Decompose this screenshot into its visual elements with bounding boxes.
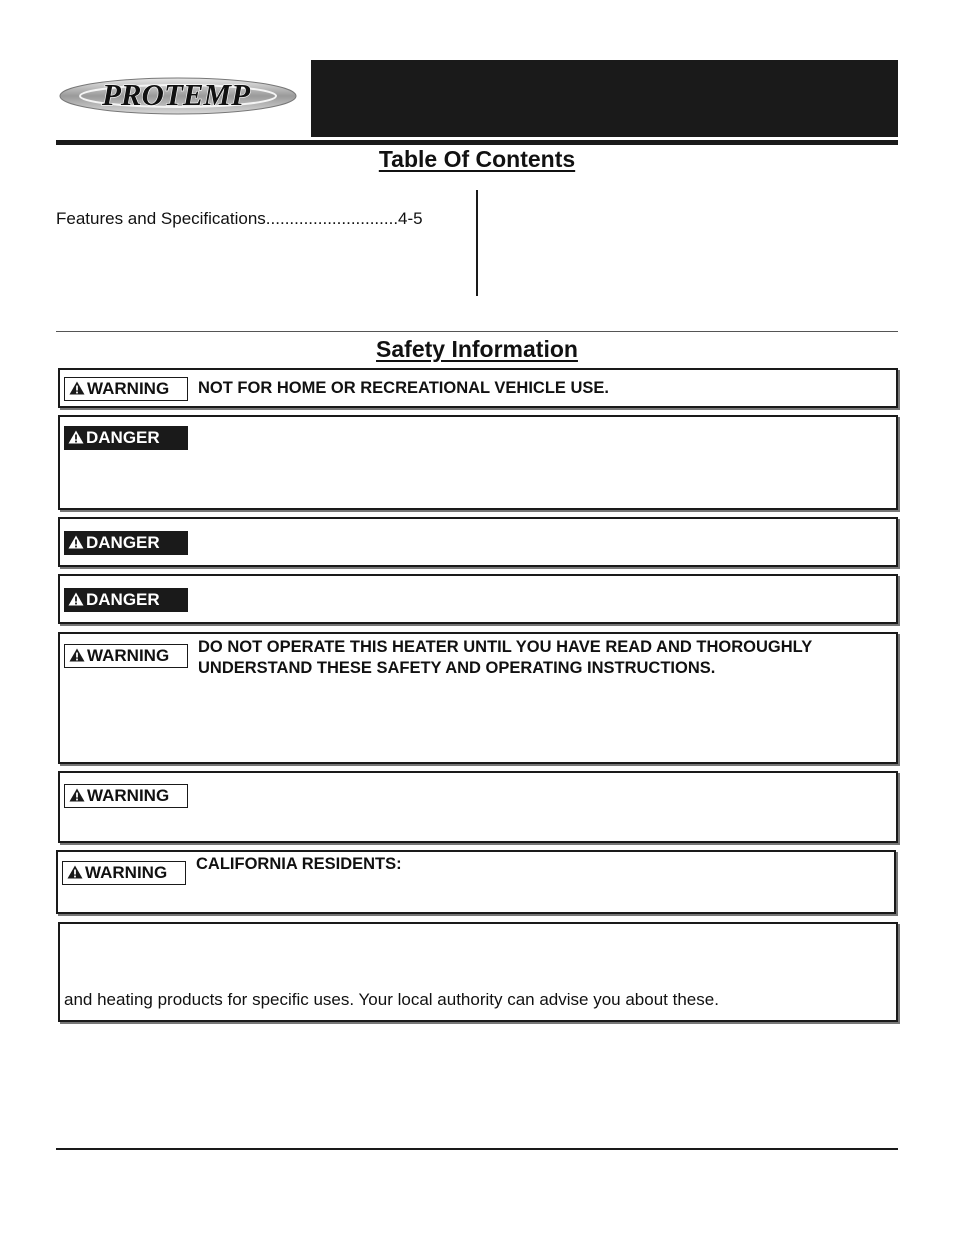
notice-note-text: and heating products for specific uses. Your local authority can advise you about these. [64, 990, 719, 1009]
header-bar [311, 60, 898, 137]
warning-label: WARNING [64, 784, 188, 808]
notice-warning-california [56, 850, 896, 914]
warning-triangle-icon [69, 381, 85, 395]
danger-label: DANGER [64, 426, 188, 450]
danger-label: DANGER [64, 588, 188, 612]
warning-label: WARNING [62, 861, 186, 885]
notice-warning-read-instructions [58, 632, 898, 764]
toc-entry-leader: ............................ [265, 209, 399, 228]
notice-danger-2 [58, 517, 898, 567]
safety-title: Safety Information [376, 336, 578, 362]
warning-label: WARNING [64, 377, 188, 401]
danger-label: DANGER [64, 531, 188, 555]
warning-triangle-icon [69, 788, 85, 802]
toc-entry-label: Features and Specifications [56, 209, 266, 228]
warning-triangle-icon [69, 648, 85, 662]
protemp-logo [58, 64, 304, 120]
protemp-logo-icon [58, 64, 304, 120]
notice-local-authority [58, 922, 898, 1022]
warning-triangle-icon [67, 865, 83, 879]
notice-warning-home-use [58, 368, 898, 408]
warning-triangle-icon [68, 535, 84, 549]
toc-entry-page: 4-5 [398, 209, 423, 228]
notice-warning-3 [58, 771, 898, 843]
brand-name: PROTEMP [101, 77, 251, 112]
footer-rule [56, 1148, 898, 1150]
toc-entry-features[interactable] [56, 209, 423, 229]
warning-triangle-icon [68, 592, 84, 606]
section-divider [56, 331, 898, 332]
toc-title: Table Of Contents [378, 146, 576, 172]
warning-label: WARNING [64, 644, 188, 668]
toc-column-divider [476, 190, 478, 296]
notice-danger-3 [58, 574, 898, 624]
notice-danger-1 [58, 415, 898, 510]
notice-text: CALIFORNIA RESIDENTS: [196, 855, 402, 873]
notice-text: DO NOT OPERATE THIS HEATER UNTIL YOU HAVE READ AND THOROUGHLY UNDERSTAND THESE SAFETY AND OPERATING INSTRUCTIONS. [198, 638, 812, 677]
header-rule [56, 140, 898, 145]
notice-text: NOT FOR HOME OR RECREATIONAL VEHICLE USE. [198, 379, 609, 397]
warning-triangle-icon [68, 430, 84, 444]
